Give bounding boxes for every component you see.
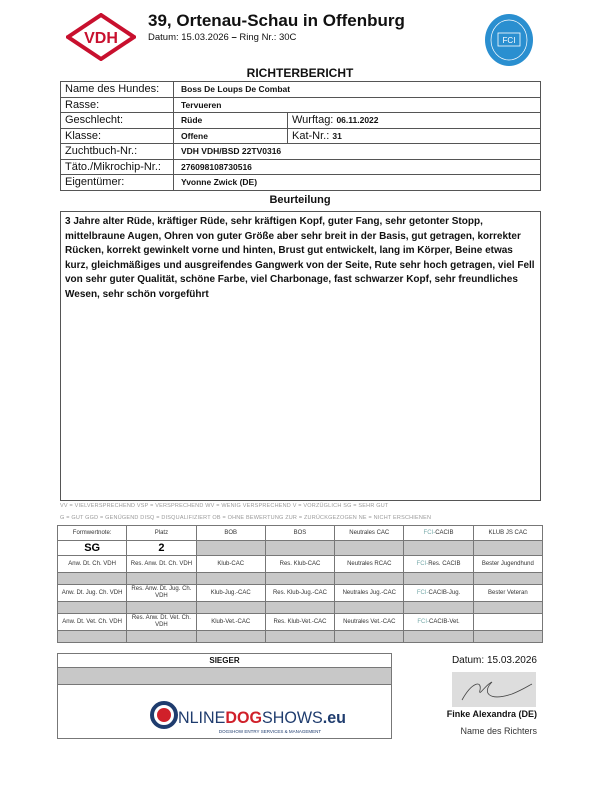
award-cell: Res. Anw. Dt. Jug. Ch. VDH [127, 585, 196, 602]
judge-date: Datum: 15.03.2026 [451, 655, 537, 666]
award-cell: Res. Anw. Dt. Ch. VDH [127, 556, 196, 573]
winner-label: SIEGER [58, 654, 392, 668]
legend-line-2: G = GUT GGD = GENÜGEND DISQ = DISQUALIFIZIERT OB = OHNE BEWERTUNG ZUR = ZURÜCKGEZOGEN NE = NICHT ERSCHIENEN [60, 515, 432, 521]
breed-label: Rasse: [61, 97, 174, 113]
dog-name: Boss De Loups De Combat [174, 82, 541, 98]
awards-grid [57, 525, 543, 643]
award-cell: Klub-Jug.-CAC [196, 585, 265, 602]
grade-value: SG [58, 541, 127, 556]
onlinedogshows-logo [150, 700, 350, 736]
empty-cell [404, 541, 473, 556]
empty-cell [196, 541, 265, 556]
class-label: Klasse: [61, 128, 174, 144]
award-cell: Res. Klub-Vet.-CAC [265, 614, 334, 631]
owner: Yvonne Zwick (DE) [174, 175, 541, 191]
empty-cell [265, 541, 334, 556]
report-title: RICHTERBERICHT [246, 66, 354, 80]
header-place: Platz [127, 526, 196, 541]
legend-line-1: VV = VIELVERSPRECHEND VSP = VERSPRECHEND WV = WENIG VERSPRECHEND V = VORZÜGLICH SG = SEHR GUT [60, 503, 389, 509]
award-cell: Neutrales Jug.-CAC [335, 585, 404, 602]
award-cell: Klub-CAC [196, 556, 265, 573]
place-value: 2 [127, 541, 196, 556]
award-cell: Neutrales Vet.-CAC [335, 614, 404, 631]
header-cacib: FCI-CACIB [404, 526, 473, 541]
judge-signature [452, 672, 536, 707]
award-cell: Anw. Dt. Jug. Ch. VDH [58, 585, 127, 602]
judge-name-label: Name des Richters [460, 726, 537, 736]
svg-text:DOGSHOW ENTRY SERVICES & MANAG: DOGSHOW ENTRY SERVICES & MANAGEMENT [218, 729, 322, 734]
judge-name: Finke Alexandra (DE) [446, 709, 537, 719]
svg-text:NLINEDOGSHOWS.eu: NLINEDOGSHOWS.eu [178, 708, 348, 727]
header-grade: Formwertnote: [58, 526, 127, 541]
dog-info-table [60, 81, 541, 191]
header-neutral-cac: Neutrales CAC [335, 526, 404, 541]
show-title: 39, Ortenau-Schau in Offenburg [148, 11, 405, 30]
award-cell: Klub-Vet.-CAC [196, 614, 265, 631]
sex-label: Geschlecht: [61, 113, 174, 129]
assessment-title: Beurteilung [269, 194, 331, 206]
award-cell: FCI-CACIB-Vet. [404, 614, 473, 631]
owner-label: Eigentümer: [61, 175, 174, 191]
header-bos: BOS [265, 526, 334, 541]
chip: 276098108730516 [174, 159, 541, 175]
award-cell: Res. Klub-CAC [265, 556, 334, 573]
studbook-label: Zuchtbuch-Nr.: [61, 144, 174, 160]
dob-cell: Wurftag: 06.11.2022 [288, 113, 541, 129]
studbook: VDH VDH/BSD 22TV0316 [174, 144, 541, 160]
vdh-logo [66, 13, 136, 61]
award-cell: FCI-Res. CACIB [404, 556, 473, 573]
cat-cell: Kat-Nr.: 31 [288, 128, 541, 144]
award-cell: Anw. Dt. Vet. Ch. VDH [58, 614, 127, 631]
name-label: Name des Hundes: [61, 82, 174, 98]
breed: Tervueren [174, 97, 541, 113]
winner-value [58, 668, 392, 685]
award-cell: Bester Veteran [473, 585, 542, 602]
empty-cell [473, 541, 542, 556]
fci-logo [484, 13, 534, 67]
chip-label: Täto./Mikrochip-Nr.: [61, 159, 174, 175]
header-klub-js-cac: KLUB JS CAC [473, 526, 542, 541]
show-subtitle: Datum: 15.03.2026 – Ring Nr.: 30C [148, 32, 297, 43]
svg-text:VDH: VDH [84, 30, 118, 47]
award-cell: Anw. Dt. Ch. VDH [58, 556, 127, 573]
assessment-text: 3 Jahre alter Rüde, kräftiger Rüde, sehr kräftigen Kopf, guter Fang, sehr getonter Stopp, mittelbraune Augen, Ohren von guter Größe aber sehr breit in der Basis, gut getragen, korrekter Rücken, korrekt gewinkelt vorne und hinten, Brust gut entwickelt, lang im Körper, Beine etwas kurz, gleichmäßiges und ausgreifendes Gangwerk von der Seite, Rute sehr hoch getragen, viel Fell von sehr guter Qualität, schöne Farbe, viel Charbonage, fast schwarzer Kopf, sehr freundliches Wesen, sehr schön vorgeführt [60, 211, 541, 501]
sex: Rüde [174, 113, 288, 129]
svg-text:FCI: FCI [502, 36, 516, 45]
award-cell: Neutrales RCAC [335, 556, 404, 573]
empty-cell [335, 541, 404, 556]
award-cell: Res. Klub-Jug.-CAC [265, 585, 334, 602]
award-cell: FCI-CACIB-Jug. [404, 585, 473, 602]
class: Offene [174, 128, 288, 144]
award-cell: Res. Anw. Dt. Vet. Ch. VDH [127, 614, 196, 631]
header-bob: BOB [196, 526, 265, 541]
award-cell: Bester Jugendhund [473, 556, 542, 573]
award-cell [473, 614, 542, 631]
